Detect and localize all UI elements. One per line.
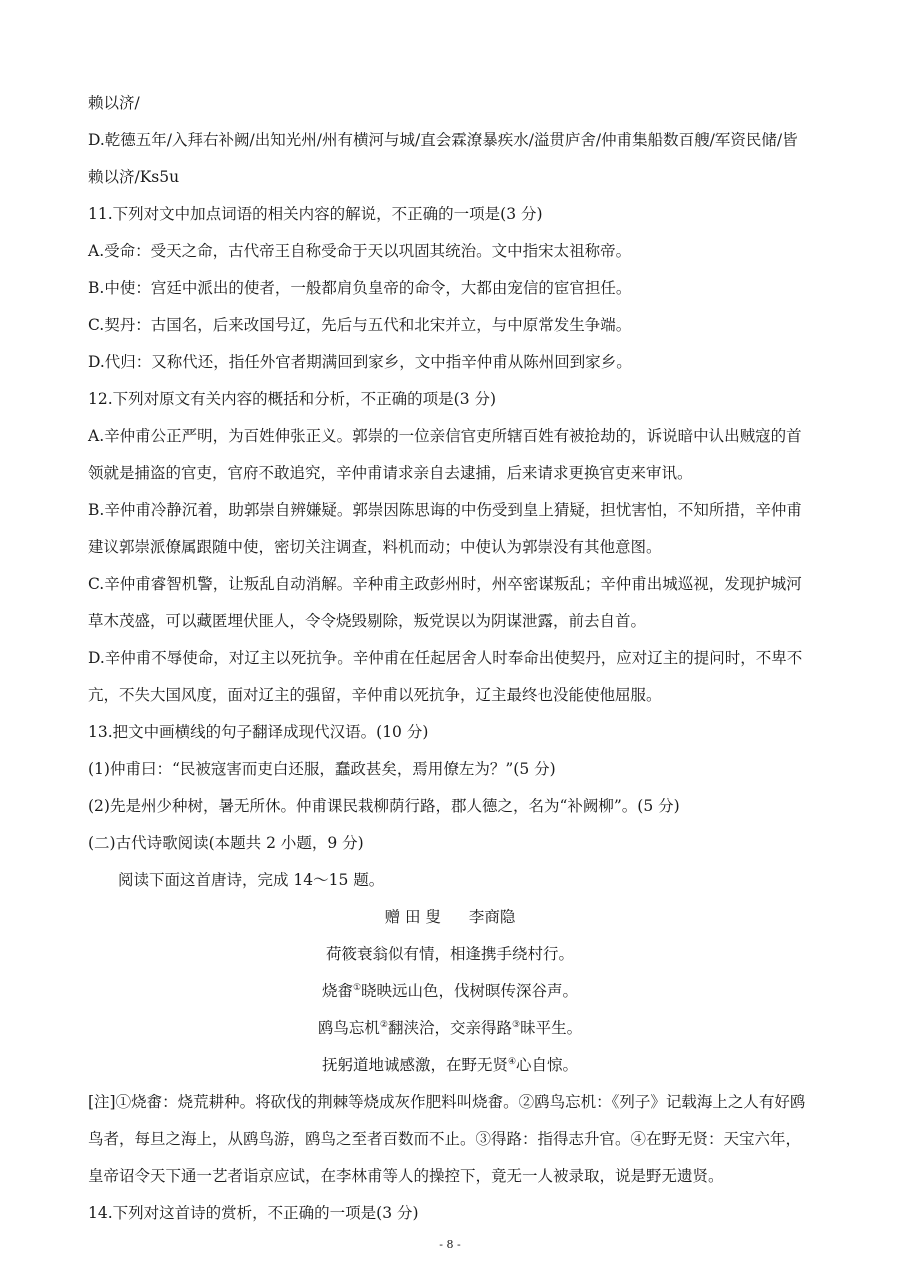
poem-text: 昧平生。 (520, 1019, 583, 1037)
question-12-option-c-cont: 草木茂盛，可以藏匿埋伏匪人，令令烧毁剔除，叛党误以为阴谋泄露，前去自首。 (88, 612, 647, 630)
page-number: - 8 - (439, 1238, 461, 1251)
footnote-marker: ③ (512, 1020, 521, 1030)
question-11-option-b: B.中使：宫廷中派出的使者，一般都肩负皇帝的命令，大都由宠信的宦官担任。 (88, 279, 632, 297)
question-12-option-a-cont: 领就是捕盗的官吏，官府不敢追究，辛仲甫请求亲自去逮捕，后来请求更换官吏来审讯。 (88, 464, 693, 482)
question-11-option-d: D.代归：又称代还，指任外官者期满回到家乡，文中指辛仲甫从陈州回到家乡。 (88, 353, 632, 371)
poem-text: 烧畬 (321, 982, 353, 1000)
question-12-option-b: B.辛仲甫冷静沉着，助郭崇自辨嫌疑。郭崇因陈思诲的中伤受到皇上猜疑，担忧害怕，不知所措，辛仲甫 (88, 501, 802, 519)
poem-line-2 (0, 980, 900, 1002)
poem-line-3 (0, 1017, 900, 1039)
footnote-marker: ④ (507, 1057, 517, 1067)
question-12-option-d: D.辛仲甫不辱使命，对辽主以死抗争。辛仲甫在任起居舍人时奉命出使契丹，应对辽主的提问时，不卑不 (88, 649, 803, 667)
question-12-option-c: C.辛仲甫睿智机警，让叛乱自动消解。辛种甫主政彭州时，州卒密谋叛乱；辛仲甫出城巡视，发现护城河 (88, 575, 802, 593)
question-14: 14.下列对这首诗的赏析，不正确的一项是(3 分) (88, 1204, 419, 1222)
poem-line-4 (0, 1054, 900, 1076)
poem-text: 抚躬道地诚感激，在野无贤 (321, 1056, 508, 1074)
poem-text: 翻浃洽，交亲得路 (387, 1019, 512, 1037)
poem-heading (0, 906, 900, 928)
question-12-option-a: A.辛仲甫公正严明，为百姓伸张正义。郭崇的一位亲信官吏所辖百姓有被抢劫的，诉说暗中认出贼寇的首 (88, 427, 802, 445)
text-line: 赖以济/Ks5u (88, 168, 180, 186)
text-line: 赖以济/ (88, 94, 140, 112)
poem-text: 鸥鸟忘机 (317, 1019, 380, 1037)
question-11: 11.下列对文中加点词语的相关内容的解说，不正确的一项是(3 分) (88, 205, 543, 223)
question-11-option-c: C.契丹：古国名，后来改国号辽，先后与五代和北宋并立，与中原常发生争端。 (88, 316, 632, 334)
question-13-part-1: (1)仲甫曰：“民被寇害而吏白还服，蠢政甚矣，焉用僚左为？”(5 分) (88, 760, 556, 778)
poem-text: 心自惊。 (516, 1056, 579, 1074)
question-12: 12.下列对原文有关内容的概括和分析，不正确的项是(3 分) (88, 390, 497, 408)
poem-notes-cont: 鸟者，每旦之海上，从鸥鸟游，鸥鸟之至者百数而不止。③得路：指得志升官。④在野无贤：天宝六年， (88, 1130, 802, 1148)
footnote-marker: ② (379, 1020, 388, 1030)
question-13: 13.把文中画横线的句子翻译成现代汉语。(10 分) (88, 723, 429, 741)
section-heading: (二)古代诗歌阅读(本题共 2 小题，9 分) (88, 834, 364, 852)
footnote-marker: ① (352, 983, 362, 993)
poem-author: 李商隐 (468, 908, 516, 926)
question-13-part-2: (2)先是州少种树，暑无所休。仲甫课民栽柳荫行路，郡人德之，名为“补阙柳”。(5 分) (88, 797, 680, 815)
question-11-option-a: A.受命：受天之命，古代帝王自称受命于天以巩固其统治。文中指宋太祖称帝。 (88, 242, 632, 260)
poem-text: 晓映远山色，伐树暝传深谷声。 (361, 982, 579, 1000)
poem-line-1: 荷筱衰翁似有情，相逢携手绕村行。 (325, 945, 574, 963)
poem-title: 赠 田 叟 (384, 908, 441, 926)
poem-notes-cont: 皇帝诏令天下通一艺者诣京应试，在李林甫等人的操控下，竟无一人被录取，说是野无遗贤。 (88, 1167, 724, 1185)
reading-instruction: 阅读下面这首唐诗，完成 14～15 题。 (118, 871, 385, 889)
question-12-option-d-cont: 亢，不失大国风度，面对辽主的强留，辛仲甫以死抗争，辽主最终也没能使他屈服。 (88, 686, 662, 704)
question-12-option-b-cont: 建议郭崇派僚属跟随中使，密切关注调查，料机而动；中使认为郭崇没有其他意图。 (88, 538, 662, 556)
poem-notes: [注]①烧畬：烧荒耕种。将砍伐的荆棘等烧成灰作肥料叫烧畬。②鸥鸟忘机：《列子》记载海上之人有好鸥 (88, 1093, 806, 1111)
option-d-punctuation: D.乾德五年/入拜右补阙/出知光州/州有横河与城/直会霖潦暴疾水/溢贯庐舍/仲甫集船数百艘/军资民储/皆 (88, 131, 798, 149)
